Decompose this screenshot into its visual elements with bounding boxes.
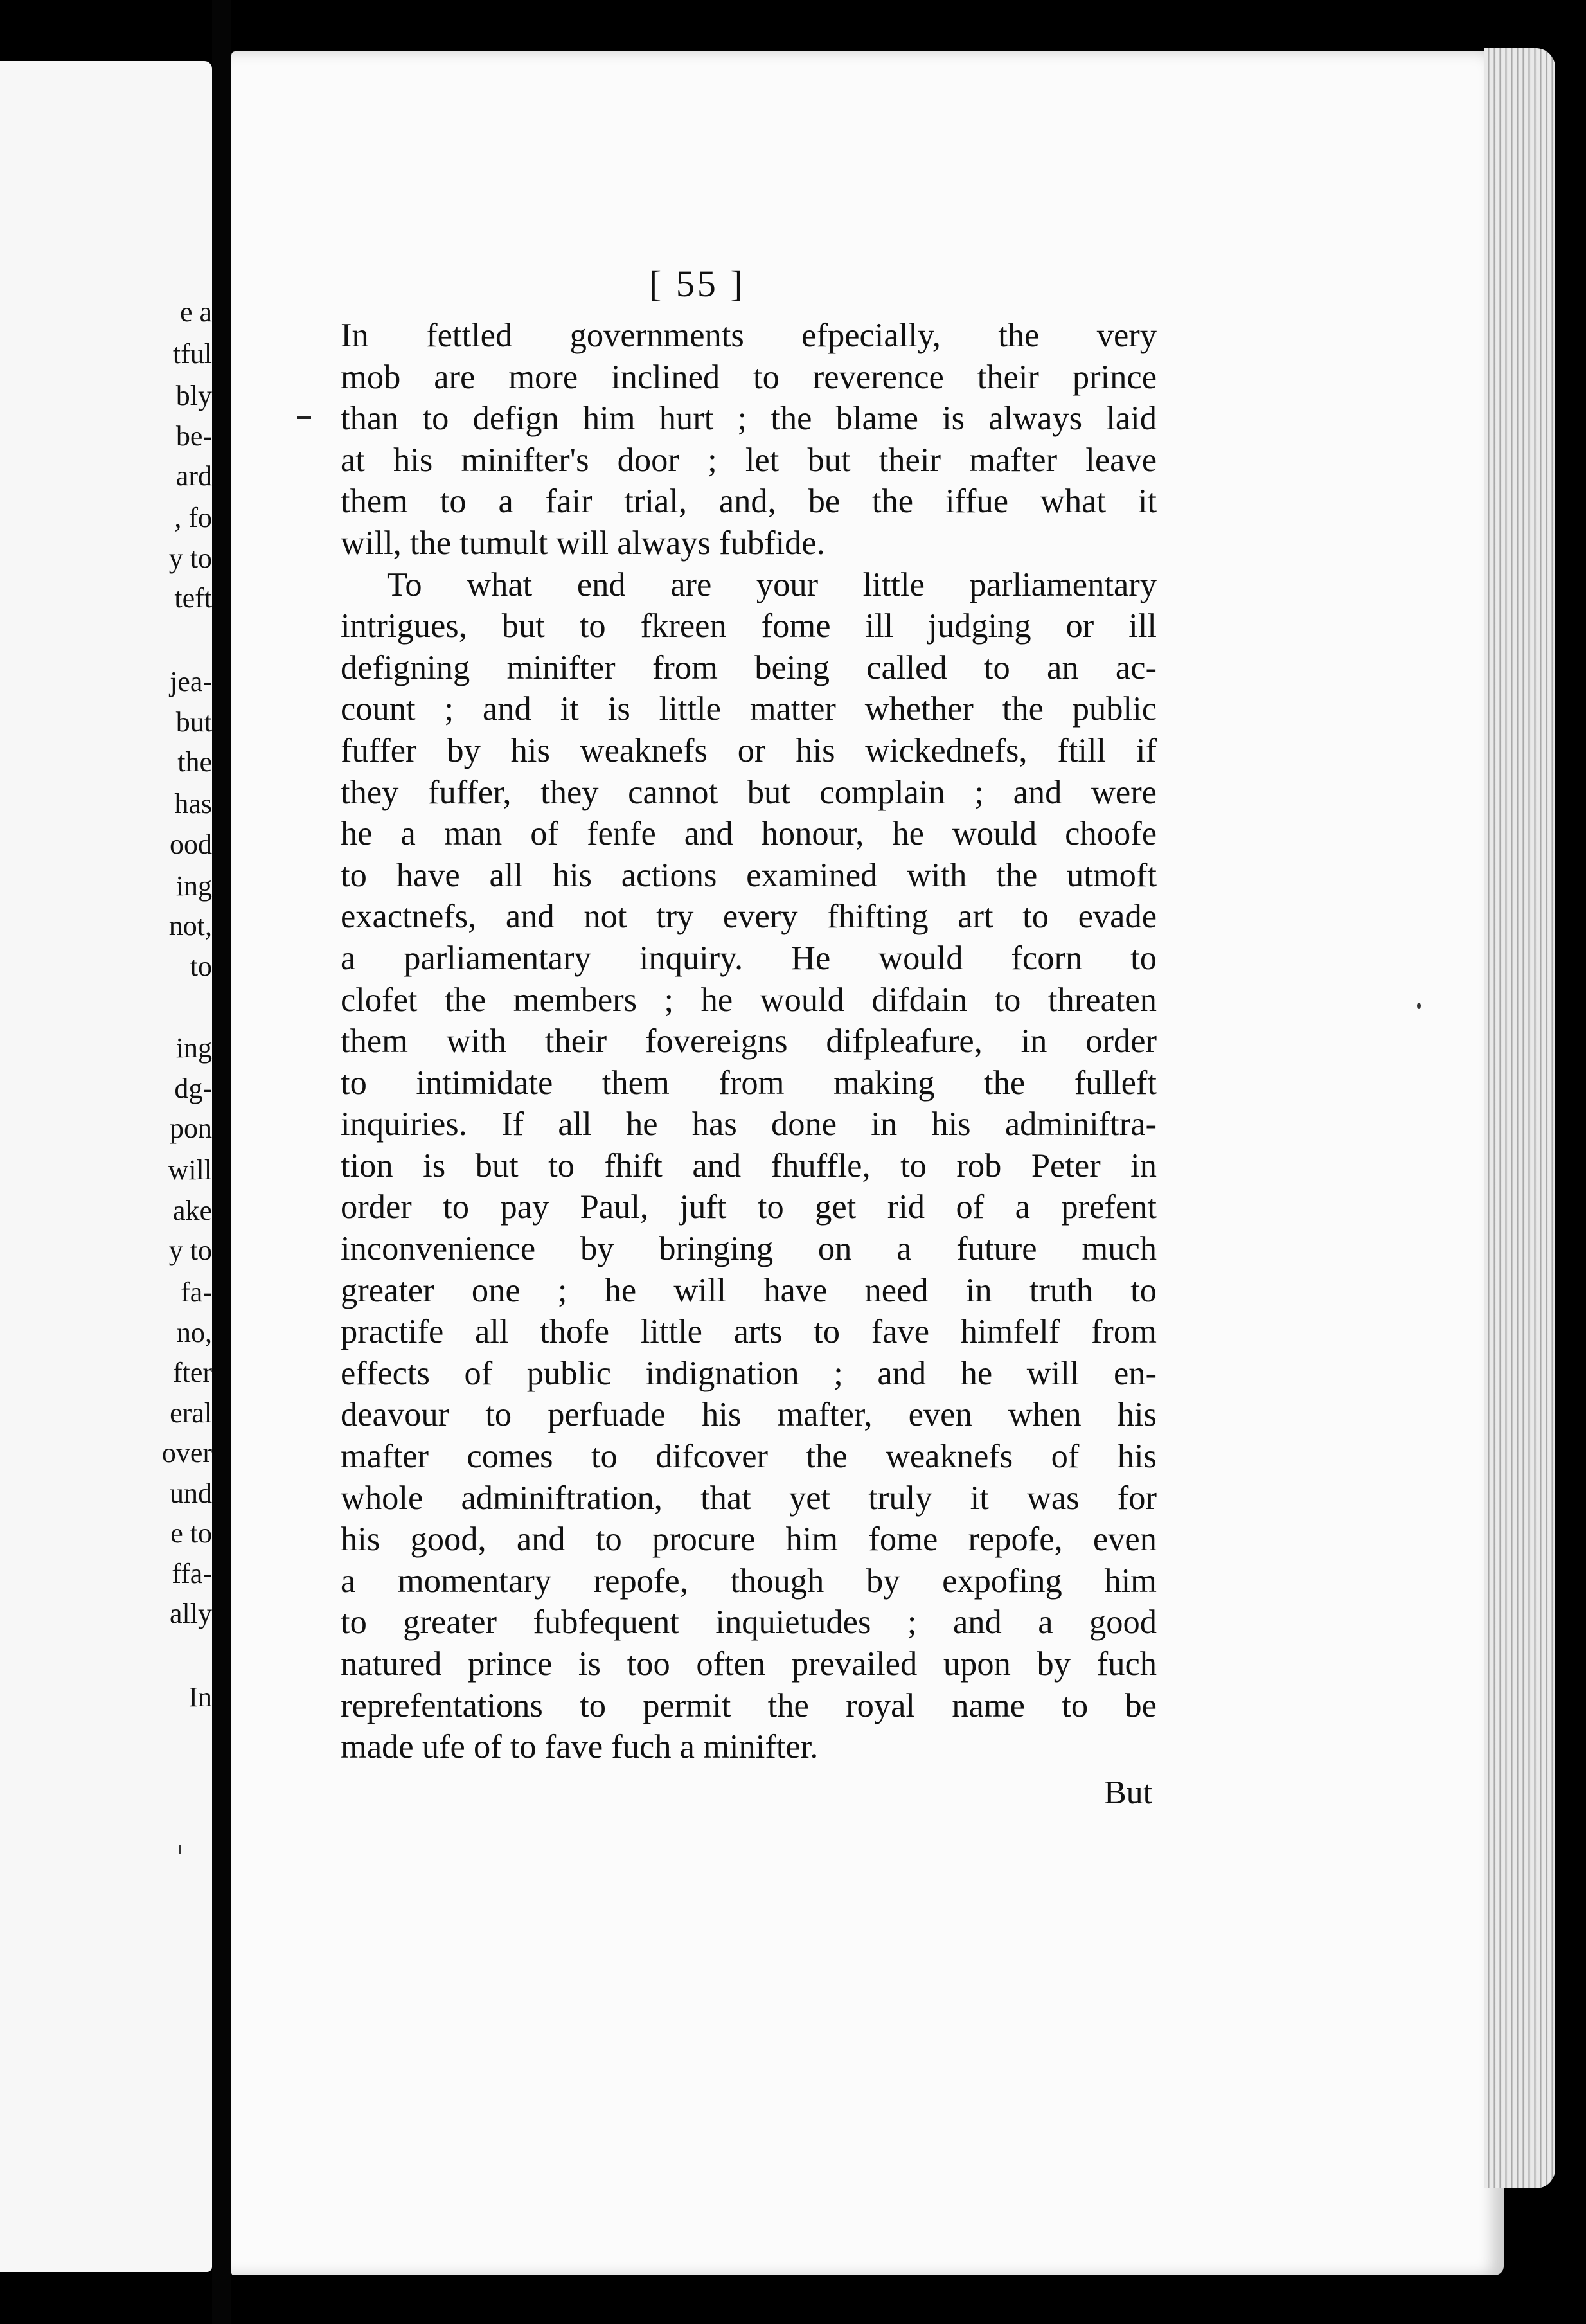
left-fragment-line: ake [172,1195,212,1226]
text-line: intrigues, but to fkreen fome ill judging or ill [341,607,1157,645]
text-line: count ; and it is little matter whether the public [341,690,1157,728]
text-line: exactnefs, and not try every fhifting art to evade [341,898,1157,936]
margin-mark [297,416,311,419]
ink-speck [179,1845,181,1854]
left-fragment-line: to [190,951,212,982]
text-line: tion is but to fhift and fhuffle, to rob Peter in [341,1147,1157,1184]
left-fragment-line: tful [172,338,212,370]
text-line: to have all his actions examined with the utmoft [341,856,1157,894]
text-line: a parliamentary inquiry. He would fcorn to [341,939,1157,977]
left-fragment-line: ffa- [172,1558,212,1589]
text-line: In fettled governments efpecially, the very [341,317,1157,354]
left-fragment-line: over [161,1437,212,1469]
ink-speck [1417,1003,1421,1009]
text-line: effects of public indignation ; and he will en- [341,1354,1157,1392]
left-fragment-line: has [174,788,212,819]
text-line: greater one ; he will have need in truth to [341,1271,1157,1309]
book-gutter [212,0,231,2324]
text-line: natured prince is too often prevailed upon by fuch [341,1645,1157,1683]
left-fragment-line: In [188,1681,212,1713]
left-fragment-line: fter [172,1357,212,1388]
text-line: clofet the members ; he would difdain to threaten [341,981,1157,1019]
left-fragment-line: , fo [174,502,212,533]
left-fragment-line: ood [170,828,212,860]
text-line: they fuffer, they cannot but complain ; and were [341,773,1157,811]
left-fragment-line: ing [175,1032,212,1064]
text-line: to greater fubfequent inquietudes ; and a good [341,1604,1157,1641]
left-fragment-line: the [177,746,212,778]
left-fragment-line: teft [174,582,212,614]
left-fragment-line: y to [168,1235,212,1266]
left-fragment-line: not, [168,910,212,942]
text-line: a momentary repofe, though by expofing him [341,1562,1157,1600]
left-fragment-line: bly [175,380,212,411]
left-fragment-line: will [168,1154,212,1186]
catchword: But [1104,1774,1153,1811]
left-facing-page [0,61,212,2272]
left-fragment-line: ing [175,870,212,902]
text-line: deavour to perfuade his mafter, even when his [341,1396,1157,1434]
text-line: inquiries. If all he has done in his adminiftra- [341,1105,1157,1143]
text-line: whole adminiftration, that yet truly it was for [341,1479,1157,1517]
text-line: them to a fair trial, and, be the iffue what it [341,483,1157,521]
text-line: defigning minifter from being called to an ac- [341,648,1157,686]
text-line: them with their fovereigns difpleafure, in order [341,1023,1157,1060]
page-edge-stack [1484,48,1555,2188]
text-line: fuffer by his weaknefs or his wickednefs, ftill if [341,731,1157,769]
left-fragment-line: ally [170,1598,212,1629]
left-fragment-line: pon [170,1113,212,1144]
text-line: practife all thofe little arts to fave himfelf from [341,1313,1157,1351]
text-line: at his minifter's door ; let but their mafter leave [341,441,1157,479]
left-fragment-line: e a [179,296,212,328]
text-line: made ufe of to fave fuch a minifter. [341,1728,819,1766]
left-fragment-line: no, [177,1317,212,1348]
text-line: his good, and to procure him fome repofe, even [341,1521,1157,1559]
text-line: he a man of fenfe and honour, he would choofe [341,815,1157,853]
left-fragment-line: und [170,1478,212,1509]
text-line: reprefentations to permit the royal name to be [341,1686,1157,1724]
left-fragment-line: fa- [181,1276,212,1308]
page-number: [ 55 ] [649,263,745,305]
text-line: than to defign him hurt ; the blame is always laid [341,400,1157,438]
left-fragment-line: but [175,706,212,738]
left-fragment-line: e to [170,1517,212,1549]
left-fragment-line: dg- [174,1073,212,1104]
text-line: order to pay Paul, juft to get rid of a prefent [341,1188,1157,1226]
left-fragment-line: jea- [170,666,212,697]
text-line: To what end are your little parliamentary [387,566,1157,603]
text-line: to intimidate them from making the fulleft [341,1064,1157,1102]
text-line: mob are more inclined to reverence their prince [341,358,1157,396]
left-fragment-line: be- [175,420,212,452]
left-fragment-line: y to [168,542,212,574]
body-text [341,315,1157,1768]
left-fragment-line: eral [170,1397,212,1429]
text-line: inconvenience by bringing on a future much [341,1230,1157,1268]
left-fragment-line: ard [175,460,212,492]
text-line: will, the tumult will always fubfide. [341,524,825,562]
text-line: mafter comes to difcover the weaknefs of his [341,1438,1157,1476]
